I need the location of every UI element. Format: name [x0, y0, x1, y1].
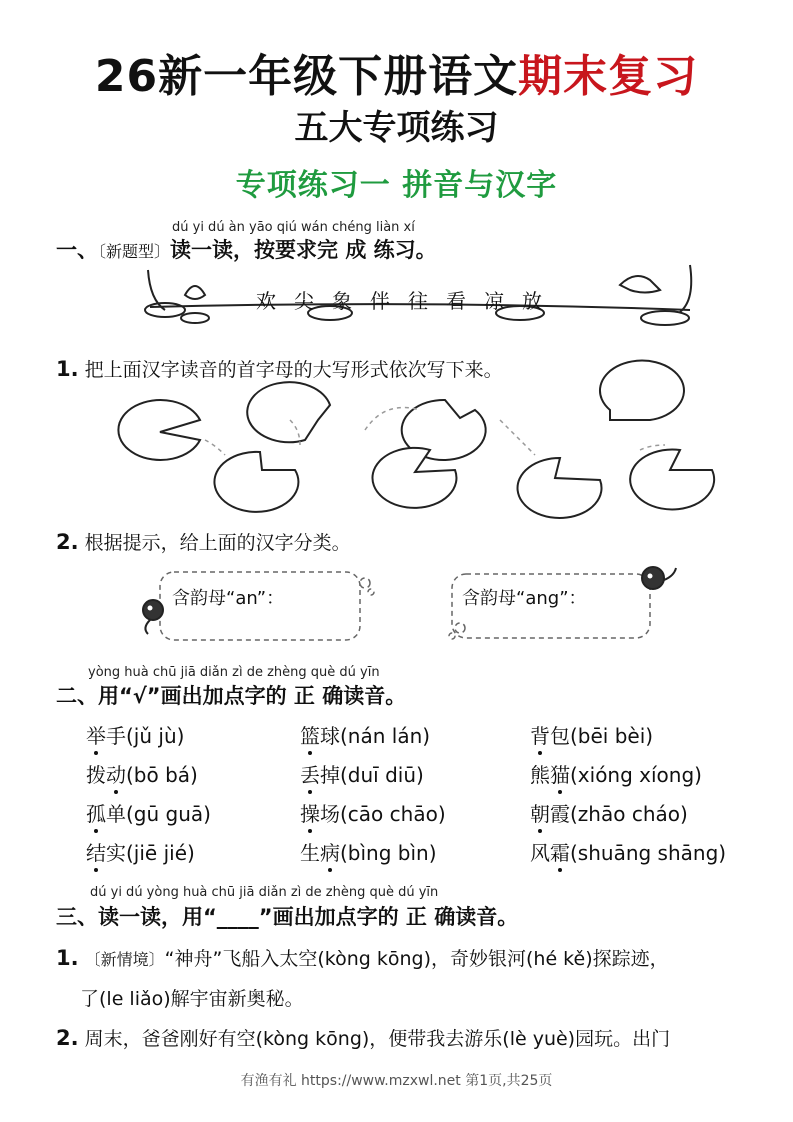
page-title: 26新一年级下册语文期末复习	[94, 51, 699, 102]
part2-item: 操场(cāo chāo)	[300, 798, 446, 827]
part2-heading: 二、用“√”画出加点字的 正 确读音。	[56, 684, 407, 708]
section-title: 专项练习一 拼音与汉字	[235, 168, 558, 203]
part2-pinyin: yòng huà chū jiā diǎn zì de zhèng què dú yīn	[88, 665, 380, 680]
character-list: 欢尖象伴往看凉放	[256, 289, 560, 313]
part2-item: 背包(bēi bèi)	[530, 720, 653, 749]
box-an-label: 含韵母“an”：	[172, 588, 285, 609]
box-ang-label: 含韵母“ang”：	[462, 588, 587, 609]
part1-q2: 2. 根据提示，给上面的汉字分类。	[56, 530, 351, 554]
part3-q1-line1: 1. 〔新情境〕“神舟”飞船入太空(kòng kōng)，奇妙银河(hé kě)探踪迹，	[56, 946, 669, 970]
part2-item: 熊猫(xióng xíong)	[530, 759, 702, 788]
part3-heading: 三、读一读，用“____”画出加点字的 正 确读音。	[56, 905, 519, 929]
part2-item: 风霜(shuāng shāng)	[530, 837, 726, 866]
page-subtitle: 五大专项练习	[294, 108, 499, 148]
part2-item: 拨动(bō bá)	[86, 759, 198, 788]
part2-item: 生病(bìng bìn)	[300, 837, 437, 866]
part3-pinyin: dú yi dú yòng huà chū jiā diǎn zì de zhèng què dú yīn	[90, 885, 439, 900]
part1-heading: 一、〔新题型〕读一读，按要求完 成 练习。	[56, 238, 437, 262]
part1-q1: 1. 把上面汉字读音的首字母的大写形式依次写下来。	[56, 357, 503, 381]
page-footer: 有渔有礼 https://www.mzxwl.net 第1页,共25页	[240, 1073, 553, 1089]
part2-item: 丢掉(duī diū)	[300, 759, 424, 788]
part1-pinyin: dú yi dú àn yāo qiú wán chéng liàn xí	[172, 220, 415, 235]
part2-item: 朝霞(zhāo cháo)	[530, 798, 688, 827]
part3-q2-line1: 2. 周末，爸爸刚好有空(kòng kōng)，便带我去游乐(lè yuè)园玩。出门	[56, 1026, 671, 1050]
part2-item: 孤单(gū guā)	[86, 798, 211, 827]
part2-item: 结实(jiē jié)	[86, 837, 195, 866]
lily-pads	[118, 361, 714, 518]
part2-item: 篮球(nán lán)	[300, 720, 430, 749]
part2-item: 举手(jǔ jù)	[86, 720, 184, 749]
title-highlight: 期末复习	[518, 51, 699, 102]
part3-q1-line2: 了(le liǎo)解宇宙新奥秘。	[80, 988, 304, 1010]
